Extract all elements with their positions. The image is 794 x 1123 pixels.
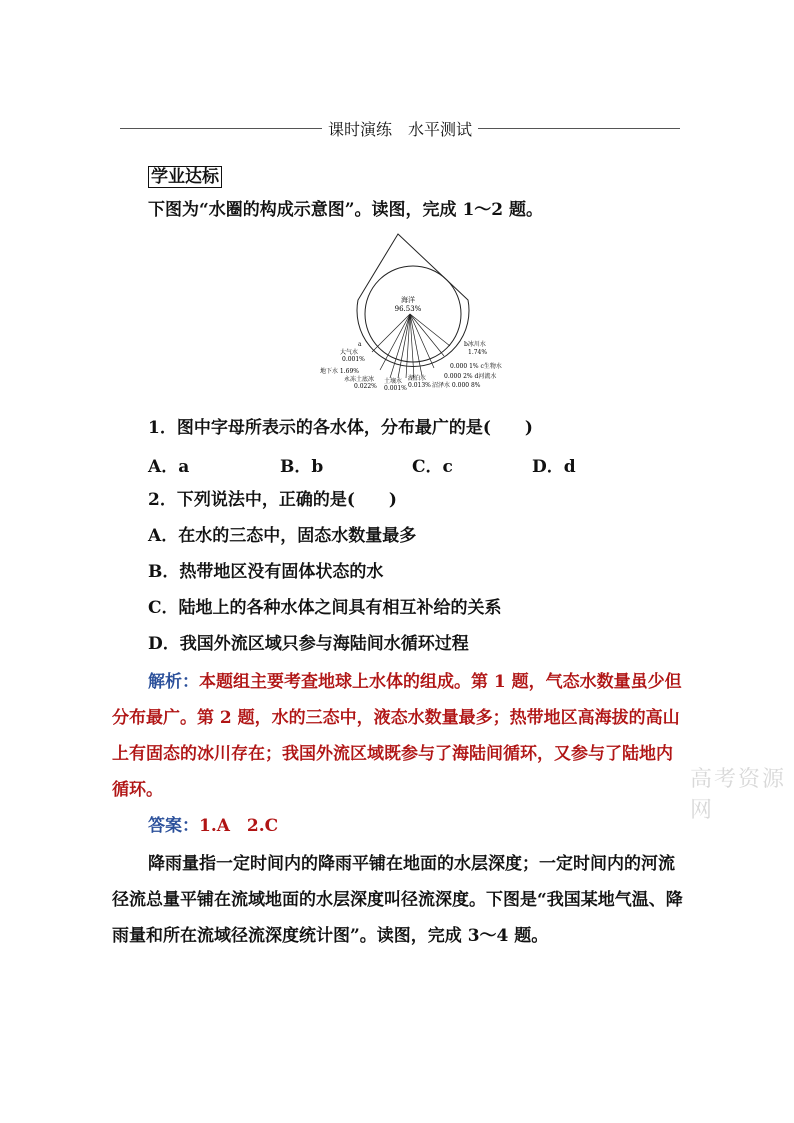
- intro-text: 下图为“水圈的构成示意图”。读图，完成 1～2 题。: [148, 200, 544, 220]
- q1-option-b: B．b: [280, 457, 324, 477]
- q1-options: [148, 452, 688, 476]
- fan-lines: [372, 314, 450, 378]
- atmosphere-label: 大气水: [340, 349, 359, 356]
- section-label: 学业达标: [148, 166, 222, 188]
- header-line-right: [478, 128, 680, 129]
- hydrosphere-diagram: [310, 230, 530, 400]
- ocean-label: 海洋: [401, 296, 415, 304]
- watermark: 高考资源网: [690, 767, 787, 823]
- lake-label: 湖泊水: [408, 375, 427, 382]
- passage: 降雨量指一定时间内的降雨平铺在地面的水层深度；一定时间内的河流径流总量平铺在流域地面的水层深度叫径流深度。下图是“我国某地气温、降雨量和所在流域径流深度统计图”。读图，完成 3～4 题。: [112, 854, 683, 946]
- swamp-label: 沼泽水 0.000 8%: [432, 382, 481, 389]
- header-line-left: [120, 128, 322, 129]
- ocean-value: 96.53%: [394, 305, 422, 313]
- q2-option-d: D．我国外流区域只参与海陆间水循环过程: [148, 634, 469, 654]
- glacier-label: b冰川水: [464, 341, 486, 348]
- analysis-text: 本题组主要考查地球上水体的组成。第 1 题，气态水数量虽少但分布最广。第 2 题，水的三态中，液态水数量最多；热带地区高海拔的高山上有固态的冰川存在；我国外流区域既参与了海陆间循环，又参与了陆地内循环。: [112, 672, 682, 800]
- soil-label: 土壤水: [384, 378, 403, 385]
- soil-value: 0.001%: [384, 385, 407, 392]
- glacier-value: 1.74%: [468, 349, 488, 356]
- answer-text: 1.A 2.C: [199, 816, 279, 836]
- ocean-circle: [365, 266, 461, 362]
- q1-option-d: D．d: [532, 457, 576, 477]
- permafrost-label: 永冻土底冰: [344, 376, 375, 383]
- q2-stem: 2．下列说法中，正确的是( ): [148, 490, 397, 510]
- page-header: [120, 116, 680, 140]
- q1-stem: 1．图中字母所表示的各水体，分布最广的是( ): [148, 418, 533, 438]
- hydrosphere-svg: [310, 230, 530, 400]
- permafrost-value: 0.022%: [354, 383, 377, 390]
- river-label: 0.000 2% d河流水: [444, 373, 497, 380]
- analysis: [112, 664, 688, 808]
- atmosphere-value: 0.001%: [342, 356, 365, 363]
- a-letter: a: [358, 341, 362, 348]
- answer-label: 答案：: [148, 816, 199, 836]
- q2-option-c: C．陆地上的各种水体之间具有相互补给的关系: [148, 598, 502, 618]
- answer: [148, 808, 688, 844]
- q2-option-b: B．热带地区没有固体状态的水: [148, 562, 384, 582]
- groundwater-label: 地下水 1.69%: [320, 368, 359, 375]
- analysis-label: 解析：: [148, 672, 199, 692]
- bio-label: 0.000 1% c生物水: [450, 363, 502, 370]
- lake-value: 0.013%: [408, 382, 431, 389]
- header-title: 课时演练 水平测试: [328, 119, 473, 139]
- q1-option-c: C．c: [412, 457, 453, 477]
- q1-option-a: A．a: [148, 457, 190, 477]
- q2-option-a: A．在水的三态中，固态水数量最多: [148, 526, 417, 546]
